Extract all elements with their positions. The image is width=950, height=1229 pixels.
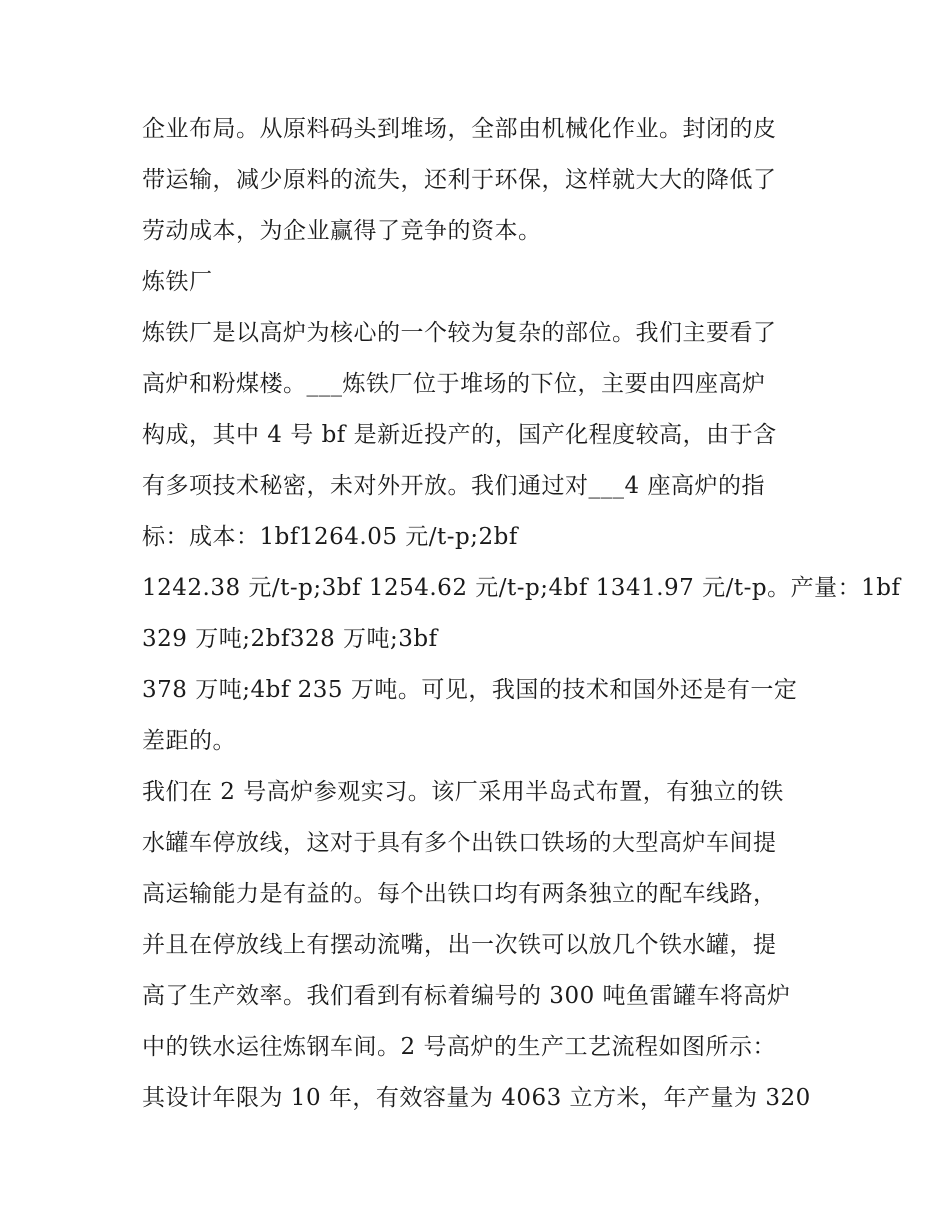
text-line: 高了生产效率。我们看到有标着编号的 300 吨鱼雷罐车将高炉 bbox=[142, 983, 791, 1009]
text-line: 378 万吨;4bf 235 万吨。可见，我国的技术和国外还是有一定 bbox=[142, 677, 798, 703]
text-line: 1242.38 元/t-p;3bf 1254.62 元/t-p;4bf 1341.97 元/t-p。产量：1bf bbox=[142, 575, 901, 601]
section-heading: 炼铁厂 bbox=[142, 269, 213, 295]
text-line: 标：成本：1bf1264.05 元/t-p;2bf bbox=[142, 524, 518, 550]
text-line: 水罐车停放线，这对于具有多个出铁口铁场的大型高炉车间提 bbox=[142, 830, 777, 856]
text-line: 329 万吨;2bf328 万吨;3bf bbox=[142, 626, 438, 652]
text-line: 其设计年限为 10 年，有效容量为 4063 立方米，年产量为 320 bbox=[142, 1085, 811, 1111]
text-line: 劳动成本，为企业赢得了竞争的资本。 bbox=[142, 218, 542, 244]
text-line: 我们在 2 号高炉参观实习。该厂采用半岛式布置，有独立的铁 bbox=[142, 779, 784, 805]
text-line: 高炉和粉煤楼。___炼铁厂位于堆场的下位，主要由四座高炉 bbox=[142, 371, 766, 397]
text-line: 并且在停放线上有摆动流嘴，出一次铁可以放几个铁水罐，提 bbox=[142, 932, 777, 958]
text-line: 构成，其中 4 号 bf 是新近投产的，国产化程度较高，由于含 bbox=[142, 422, 777, 448]
text-line: 有多项技术秘密，未对外开放。我们通过对___4 座高炉的指 bbox=[142, 473, 765, 499]
text-line: 中的铁水运往炼钢车间。2 号高炉的生产工艺流程如图所示： bbox=[142, 1034, 776, 1060]
text-line: 带运输，减少原料的流失，还利于环保，这样就大大的降低了 bbox=[142, 167, 777, 193]
text-line: 高运输能力是有益的。每个出铁口均有两条独立的配车线路， bbox=[142, 881, 777, 907]
text-line: 炼铁厂是以高炉为核心的一个较为复杂的部位。我们主要看了 bbox=[142, 320, 777, 346]
text-line: 差距的。 bbox=[142, 728, 236, 754]
text-line: 企业布局。从原料码头到堆场，全部由机械化作业。封闭的皮 bbox=[142, 116, 777, 142]
